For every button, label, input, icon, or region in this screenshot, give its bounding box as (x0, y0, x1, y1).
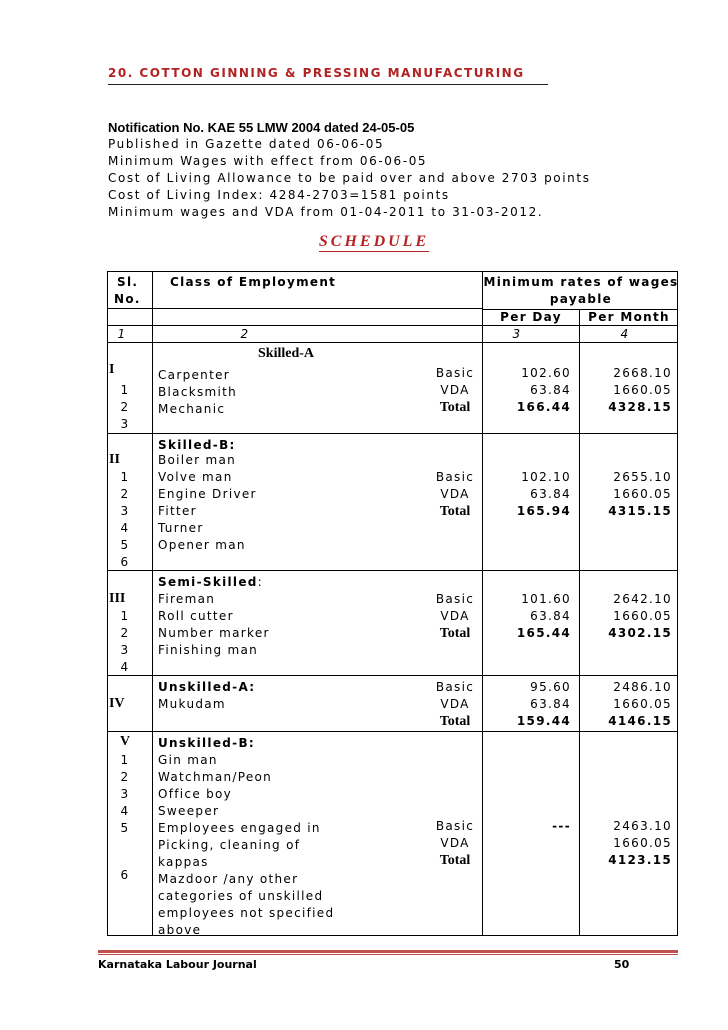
per-month-basic: 2486.10 (613, 680, 672, 694)
group-roman-v: V (119, 734, 131, 749)
col-number-1: 1 (117, 327, 127, 341)
per-month-total: 4315.15 (608, 504, 672, 518)
per-month-basic: 2668.10 (613, 366, 672, 380)
per-month-vda: 1660.05 (613, 609, 672, 623)
label-vda: VDA (440, 487, 470, 501)
job-title: Number marker (158, 626, 270, 640)
sl-number: 6 (120, 555, 130, 569)
label-basic: Basic (435, 680, 475, 694)
job-title: Watchman/Peon (158, 770, 273, 784)
label-basic: Basic (435, 470, 475, 484)
sl-number: 3 (120, 504, 130, 518)
job-title: Sweeper (158, 804, 220, 818)
label-vda: VDA (440, 609, 470, 623)
info-line-cola: Cost of Living Allowance to be paid over and above 2703 points (108, 171, 591, 185)
per-day-vda: 63.84 (530, 383, 571, 397)
col-number-3: 3 (512, 327, 522, 341)
job-title: Employees engaged in (158, 821, 321, 835)
job-title: Mazdoor /any other (158, 872, 299, 886)
sl-number: 3 (120, 643, 130, 657)
per-month-basic: 2463.10 (613, 819, 672, 833)
header-min-rates: Minimum rates of wages (483, 275, 679, 289)
label-vda: VDA (440, 697, 470, 711)
label-basic: Basic (435, 819, 475, 833)
label-total: Total (439, 714, 471, 729)
group-heading-skilled-b: Skilled-B: (158, 438, 236, 452)
sl-number: 2 (120, 770, 130, 784)
per-day-total: 165.94 (516, 504, 571, 518)
job-title: Finishing man (158, 643, 259, 657)
row-divider-2 (107, 570, 678, 571)
label-total: Total (439, 853, 471, 868)
row-divider-1 (107, 433, 678, 434)
group-heading-skilled-a: Skilled-A (258, 346, 315, 361)
group-roman-i: I (109, 362, 115, 377)
title-underline (108, 84, 548, 85)
schedule-heading: SCHEDULE (318, 233, 430, 250)
job-title: Carpenter (158, 368, 230, 382)
per-day-total: 159.44 (516, 714, 571, 728)
per-month-total: 4123.15 (608, 853, 672, 867)
info-line-gazette: Published in Gazette dated 06-06-05 (108, 137, 385, 151)
per-month-vda: 1660.05 (613, 383, 672, 397)
per-day-vda: 63.84 (530, 609, 571, 623)
job-title: Opener man (158, 538, 246, 552)
job-title: employees not specified (158, 906, 335, 920)
per-day-basic: 95.60 (530, 680, 571, 694)
sl-number: 2 (120, 626, 130, 640)
job-title: Gin man (158, 753, 218, 767)
info-line-period: Minimum wages and VDA from 01-04-2011 to 31-03-2012. (108, 205, 544, 219)
col-number-4: 4 (620, 327, 630, 341)
sl-number: 1 (120, 753, 130, 767)
per-month-total: 4146.15 (608, 714, 672, 728)
label-vda: VDA (440, 836, 470, 850)
col-divider-sl (152, 271, 153, 936)
sl-number: 1 (120, 383, 130, 397)
job-title: kappas (158, 855, 209, 869)
per-month-basic: 2642.10 (613, 592, 672, 606)
sl-number: 4 (120, 804, 130, 818)
header-per-day: Per Day (500, 310, 562, 324)
job-title: Mechanic (158, 402, 226, 416)
group-heading-semi-skilled: Semi-Skilled: (158, 575, 264, 589)
sl-number: 5 (120, 538, 130, 552)
sl-number: 1 (120, 470, 130, 484)
sl-number: 4 (120, 660, 130, 674)
per-month-vda: 1660.05 (613, 487, 672, 501)
footer-journal-name: Karnataka Labour Journal (98, 958, 257, 971)
job-title: Fireman (158, 592, 216, 606)
label-basic: Basic (435, 366, 475, 380)
footer-rule-thin (98, 954, 678, 955)
header-divider-numbers (107, 342, 678, 343)
group-roman-iii: III (109, 591, 126, 606)
group-roman-iv: IV (109, 696, 125, 711)
header-divider-left (107, 308, 483, 309)
job-title: Volve man (158, 470, 233, 484)
sl-number: 5 (120, 821, 130, 835)
job-title: Picking, cleaning of (158, 838, 301, 852)
header-no: No. (114, 292, 141, 306)
group-heading-unskilled-b: Unskilled-B: (158, 736, 256, 750)
info-line-effective: Minimum Wages with effect from 06-06-05 (108, 154, 428, 168)
job-title: above (158, 923, 202, 937)
sl-number: 3 (120, 787, 130, 801)
label-total: Total (439, 504, 471, 519)
page-title: 20. COTTON GINNING & PRESSING MANUFACTURING (108, 66, 525, 80)
header-sl: Sl. (117, 275, 139, 289)
per-month-total: 4328.15 (608, 400, 672, 414)
info-line-index: Cost of Living Index: 4284-2703=1581 points (108, 188, 450, 202)
per-day-basic: 102.60 (521, 366, 571, 380)
per-month-vda: 1660.05 (613, 836, 672, 850)
row-divider-4 (107, 731, 678, 732)
label-vda: VDA (440, 383, 470, 397)
per-day-vda: 63.84 (530, 487, 571, 501)
label-total: Total (439, 400, 471, 415)
sl-number: 4 (120, 521, 130, 535)
job-title: Turner (158, 521, 204, 535)
label-basic: Basic (435, 592, 475, 606)
per-day-total: 166.44 (516, 400, 571, 414)
job-title: Engine Driver (158, 487, 257, 501)
sl-number: 3 (120, 417, 130, 431)
per-day-total: 165.44 (516, 626, 571, 640)
header-class: Class of Employment (170, 275, 337, 289)
sl-number: 2 (120, 400, 130, 414)
job-title: Mukudam (158, 697, 226, 711)
footer-rule (98, 950, 678, 953)
job-title: Boiler man (158, 453, 237, 467)
job-title: Roll cutter (158, 609, 234, 623)
per-month-basic: 2655.10 (613, 470, 672, 484)
job-title: Fitter (158, 504, 197, 518)
notification-number: Notification No. KAE 55 LMW 2004 dated 24-05-05 (108, 120, 415, 135)
per-month-vda: 1660.05 (613, 697, 672, 711)
header-payable: payable (549, 292, 613, 306)
sl-number: 1 (120, 609, 130, 623)
per-day-basic: 101.60 (521, 592, 571, 606)
per-month-total: 4302.15 (608, 626, 672, 640)
col-number-2: 2 (240, 327, 250, 341)
header-per-month: Per Month (588, 310, 670, 324)
label-total: Total (439, 626, 471, 641)
job-title: Office boy (158, 787, 233, 801)
job-title: categories of unskilled (158, 889, 324, 903)
sl-number: 2 (120, 487, 130, 501)
sl-number: 6 (120, 868, 130, 882)
group-roman-ii: II (109, 452, 120, 467)
per-day-value: --- (552, 819, 571, 833)
row-divider-3 (107, 675, 678, 676)
group-heading-unskilled-a: Unskilled-A: (158, 680, 256, 694)
per-day-vda: 63.84 (530, 697, 571, 711)
job-title: Blacksmith (158, 385, 238, 399)
footer-page-number: 50 (614, 958, 630, 971)
per-day-basic: 102.10 (521, 470, 571, 484)
